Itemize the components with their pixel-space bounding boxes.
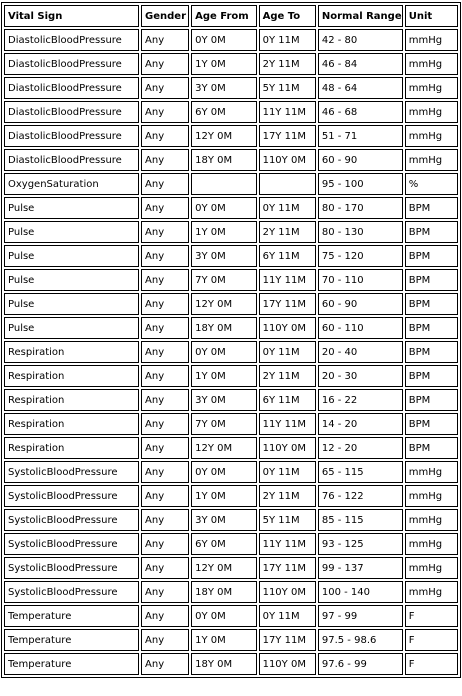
- cell-age-from: 6Y 0M: [191, 101, 256, 123]
- cell-normal-range: 76 - 122: [318, 485, 403, 507]
- cell-vital-sign: SystolicBloodPressure: [4, 557, 139, 579]
- cell-normal-range: 97.6 - 99: [318, 653, 403, 675]
- cell-gender: Any: [141, 149, 189, 171]
- cell-age-to: 6Y 11M: [259, 389, 316, 411]
- table-row: [4, 605, 458, 627]
- cell-age-from: 3Y 0M: [191, 245, 256, 267]
- table-row: [4, 317, 458, 339]
- cell-age-to: 6Y 11M: [259, 245, 316, 267]
- cell-gender: Any: [141, 557, 189, 579]
- cell-unit: BPM: [405, 365, 458, 387]
- cell-normal-range: 80 - 130: [318, 221, 403, 243]
- cell-gender: Any: [141, 101, 189, 123]
- cell-age-to: 2Y 11M: [259, 485, 316, 507]
- cell-unit: mmHg: [405, 581, 458, 603]
- cell-age-from: 0Y 0M: [191, 461, 256, 483]
- cell-age-from: 6Y 0M: [191, 533, 256, 555]
- cell-age-to: 0Y 11M: [259, 341, 316, 363]
- cell-vital-sign: DiastolicBloodPressure: [4, 149, 139, 171]
- table-row: [4, 293, 458, 315]
- cell-gender: Any: [141, 317, 189, 339]
- cell-age-from: 3Y 0M: [191, 509, 256, 531]
- cell-vital-sign: SystolicBloodPressure: [4, 533, 139, 555]
- cell-unit: mmHg: [405, 29, 458, 51]
- cell-age-to: 2Y 11M: [259, 221, 316, 243]
- cell-age-to: [259, 173, 316, 195]
- cell-vital-sign: Respiration: [4, 413, 139, 435]
- cell-vital-sign: Respiration: [4, 389, 139, 411]
- cell-gender: Any: [141, 125, 189, 147]
- cell-age-from: 1Y 0M: [191, 221, 256, 243]
- cell-age-from: 3Y 0M: [191, 77, 256, 99]
- cell-unit: mmHg: [405, 461, 458, 483]
- table-row: [4, 509, 458, 531]
- cell-vital-sign: SystolicBloodPressure: [4, 461, 139, 483]
- table-row: [4, 29, 458, 51]
- cell-vital-sign: Pulse: [4, 197, 139, 219]
- cell-age-to: 2Y 11M: [259, 365, 316, 387]
- cell-unit: mmHg: [405, 557, 458, 579]
- cell-unit: F: [405, 629, 458, 651]
- header-age-from: Age From: [191, 5, 256, 27]
- cell-age-from: 7Y 0M: [191, 413, 256, 435]
- cell-normal-range: 46 - 84: [318, 53, 403, 75]
- cell-gender: Any: [141, 53, 189, 75]
- table-row: [4, 245, 458, 267]
- cell-normal-range: 70 - 110: [318, 269, 403, 291]
- cell-normal-range: 93 - 125: [318, 533, 403, 555]
- cell-unit: BPM: [405, 293, 458, 315]
- cell-vital-sign: DiastolicBloodPressure: [4, 29, 139, 51]
- cell-gender: Any: [141, 173, 189, 195]
- cell-vital-sign: DiastolicBloodPressure: [4, 77, 139, 99]
- vital-signs-table: [1, 2, 461, 678]
- cell-age-to: 17Y 11M: [259, 629, 316, 651]
- cell-vital-sign: Temperature: [4, 605, 139, 627]
- cell-vital-sign: DiastolicBloodPressure: [4, 125, 139, 147]
- table-row: [4, 413, 458, 435]
- table-row: [4, 629, 458, 651]
- cell-unit: mmHg: [405, 53, 458, 75]
- cell-vital-sign: Pulse: [4, 221, 139, 243]
- cell-unit: BPM: [405, 341, 458, 363]
- cell-gender: Any: [141, 389, 189, 411]
- cell-normal-range: 65 - 115: [318, 461, 403, 483]
- cell-unit: F: [405, 605, 458, 627]
- cell-age-from: 0Y 0M: [191, 605, 256, 627]
- header-vital-sign: Vital Sign: [4, 5, 139, 27]
- cell-vital-sign: DiastolicBloodPressure: [4, 53, 139, 75]
- table-row: [4, 197, 458, 219]
- cell-age-from: 18Y 0M: [191, 149, 256, 171]
- table-row: [4, 149, 458, 171]
- cell-age-from: 1Y 0M: [191, 365, 256, 387]
- cell-gender: Any: [141, 269, 189, 291]
- cell-vital-sign: OxygenSaturation: [4, 173, 139, 195]
- cell-age-to: 0Y 11M: [259, 461, 316, 483]
- cell-gender: Any: [141, 461, 189, 483]
- cell-vital-sign: Temperature: [4, 629, 139, 651]
- table-row: [4, 221, 458, 243]
- cell-age-from: 18Y 0M: [191, 653, 256, 675]
- cell-vital-sign: Respiration: [4, 437, 139, 459]
- table-row: [4, 437, 458, 459]
- cell-gender: Any: [141, 221, 189, 243]
- cell-age-to: 0Y 11M: [259, 197, 316, 219]
- cell-vital-sign: Pulse: [4, 317, 139, 339]
- cell-age-from: 0Y 0M: [191, 29, 256, 51]
- cell-gender: Any: [141, 365, 189, 387]
- cell-unit: BPM: [405, 245, 458, 267]
- cell-gender: Any: [141, 533, 189, 555]
- cell-age-to: 2Y 11M: [259, 53, 316, 75]
- cell-vital-sign: Respiration: [4, 365, 139, 387]
- cell-age-to: 11Y 11M: [259, 533, 316, 555]
- cell-unit: BPM: [405, 389, 458, 411]
- cell-age-from: 18Y 0M: [191, 581, 256, 603]
- cell-vital-sign: SystolicBloodPressure: [4, 485, 139, 507]
- table-row: [4, 389, 458, 411]
- cell-normal-range: 100 - 140: [318, 581, 403, 603]
- cell-normal-range: 97 - 99: [318, 605, 403, 627]
- cell-normal-range: 20 - 30: [318, 365, 403, 387]
- cell-unit: %: [405, 173, 458, 195]
- cell-gender: Any: [141, 485, 189, 507]
- cell-age-from: [191, 173, 256, 195]
- cell-gender: Any: [141, 605, 189, 627]
- cell-normal-range: 20 - 40: [318, 341, 403, 363]
- cell-normal-range: 51 - 71: [318, 125, 403, 147]
- cell-gender: Any: [141, 413, 189, 435]
- cell-vital-sign: SystolicBloodPressure: [4, 509, 139, 531]
- table-row: [4, 101, 458, 123]
- cell-vital-sign: Pulse: [4, 245, 139, 267]
- cell-gender: Any: [141, 653, 189, 675]
- cell-normal-range: 95 - 100: [318, 173, 403, 195]
- table-row: [4, 557, 458, 579]
- cell-vital-sign: Respiration: [4, 341, 139, 363]
- cell-age-from: 0Y 0M: [191, 341, 256, 363]
- cell-age-from: 1Y 0M: [191, 485, 256, 507]
- cell-gender: Any: [141, 581, 189, 603]
- cell-unit: BPM: [405, 413, 458, 435]
- cell-age-to: 110Y 0M: [259, 317, 316, 339]
- cell-gender: Any: [141, 293, 189, 315]
- cell-age-from: 1Y 0M: [191, 53, 256, 75]
- cell-gender: Any: [141, 437, 189, 459]
- cell-age-from: 12Y 0M: [191, 437, 256, 459]
- table-row: [4, 533, 458, 555]
- cell-vital-sign: DiastolicBloodPressure: [4, 101, 139, 123]
- cell-normal-range: 12 - 20: [318, 437, 403, 459]
- table-row: [4, 341, 458, 363]
- cell-normal-range: 48 - 64: [318, 77, 403, 99]
- cell-gender: Any: [141, 245, 189, 267]
- cell-normal-range: 99 - 137: [318, 557, 403, 579]
- cell-unit: mmHg: [405, 509, 458, 531]
- cell-age-to: 110Y 0M: [259, 149, 316, 171]
- cell-unit: mmHg: [405, 101, 458, 123]
- cell-age-to: 17Y 11M: [259, 125, 316, 147]
- cell-gender: Any: [141, 629, 189, 651]
- table-body: [4, 29, 458, 675]
- cell-normal-range: 80 - 170: [318, 197, 403, 219]
- cell-gender: Any: [141, 509, 189, 531]
- cell-unit: F: [405, 653, 458, 675]
- cell-gender: Any: [141, 29, 189, 51]
- cell-age-from: 12Y 0M: [191, 293, 256, 315]
- cell-age-to: 11Y 11M: [259, 101, 316, 123]
- cell-unit: BPM: [405, 197, 458, 219]
- table-row: [4, 581, 458, 603]
- cell-vital-sign: Pulse: [4, 269, 139, 291]
- cell-unit: BPM: [405, 221, 458, 243]
- cell-unit: mmHg: [405, 533, 458, 555]
- cell-age-to: 11Y 11M: [259, 269, 316, 291]
- table-row: [4, 269, 458, 291]
- cell-age-from: 12Y 0M: [191, 557, 256, 579]
- cell-normal-range: 60 - 110: [318, 317, 403, 339]
- table-row: [4, 173, 458, 195]
- table-row: [4, 77, 458, 99]
- table-row: [4, 653, 458, 675]
- cell-age-to: 5Y 11M: [259, 509, 316, 531]
- cell-age-from: 0Y 0M: [191, 197, 256, 219]
- header-age-to: Age To: [259, 5, 316, 27]
- header-unit: Unit: [405, 5, 458, 27]
- cell-gender: Any: [141, 197, 189, 219]
- cell-age-to: 11Y 11M: [259, 413, 316, 435]
- cell-age-to: 17Y 11M: [259, 557, 316, 579]
- cell-normal-range: 75 - 120: [318, 245, 403, 267]
- cell-age-to: 0Y 11M: [259, 605, 316, 627]
- cell-normal-range: 16 - 22: [318, 389, 403, 411]
- table-row: [4, 485, 458, 507]
- cell-unit: BPM: [405, 437, 458, 459]
- cell-unit: mmHg: [405, 77, 458, 99]
- cell-unit: BPM: [405, 317, 458, 339]
- cell-age-to: 0Y 11M: [259, 29, 316, 51]
- cell-age-from: 18Y 0M: [191, 317, 256, 339]
- table-row: [4, 365, 458, 387]
- cell-vital-sign: Temperature: [4, 653, 139, 675]
- cell-gender: Any: [141, 77, 189, 99]
- cell-age-from: 1Y 0M: [191, 629, 256, 651]
- cell-age-to: 5Y 11M: [259, 77, 316, 99]
- cell-age-to: 110Y 0M: [259, 653, 316, 675]
- cell-unit: mmHg: [405, 485, 458, 507]
- cell-normal-range: 97.5 - 98.6: [318, 629, 403, 651]
- cell-age-from: 3Y 0M: [191, 389, 256, 411]
- header-normal-range: Normal Range: [318, 5, 403, 27]
- cell-age-to: 110Y 0M: [259, 437, 316, 459]
- cell-normal-range: 14 - 20: [318, 413, 403, 435]
- cell-normal-range: 85 - 115: [318, 509, 403, 531]
- header-gender: Gender: [141, 5, 189, 27]
- table-row: [4, 125, 458, 147]
- cell-age-to: 110Y 0M: [259, 581, 316, 603]
- cell-normal-range: 60 - 90: [318, 149, 403, 171]
- table-row: [4, 53, 458, 75]
- cell-normal-range: 42 - 80: [318, 29, 403, 51]
- cell-vital-sign: Pulse: [4, 293, 139, 315]
- cell-unit: BPM: [405, 269, 458, 291]
- cell-normal-range: 60 - 90: [318, 293, 403, 315]
- cell-vital-sign: SystolicBloodPressure: [4, 581, 139, 603]
- table-header-row: [4, 5, 458, 27]
- cell-gender: Any: [141, 341, 189, 363]
- cell-normal-range: 46 - 68: [318, 101, 403, 123]
- cell-age-to: 17Y 11M: [259, 293, 316, 315]
- cell-age-from: 12Y 0M: [191, 125, 256, 147]
- cell-age-from: 7Y 0M: [191, 269, 256, 291]
- cell-unit: mmHg: [405, 149, 458, 171]
- table-row: [4, 461, 458, 483]
- cell-unit: mmHg: [405, 125, 458, 147]
